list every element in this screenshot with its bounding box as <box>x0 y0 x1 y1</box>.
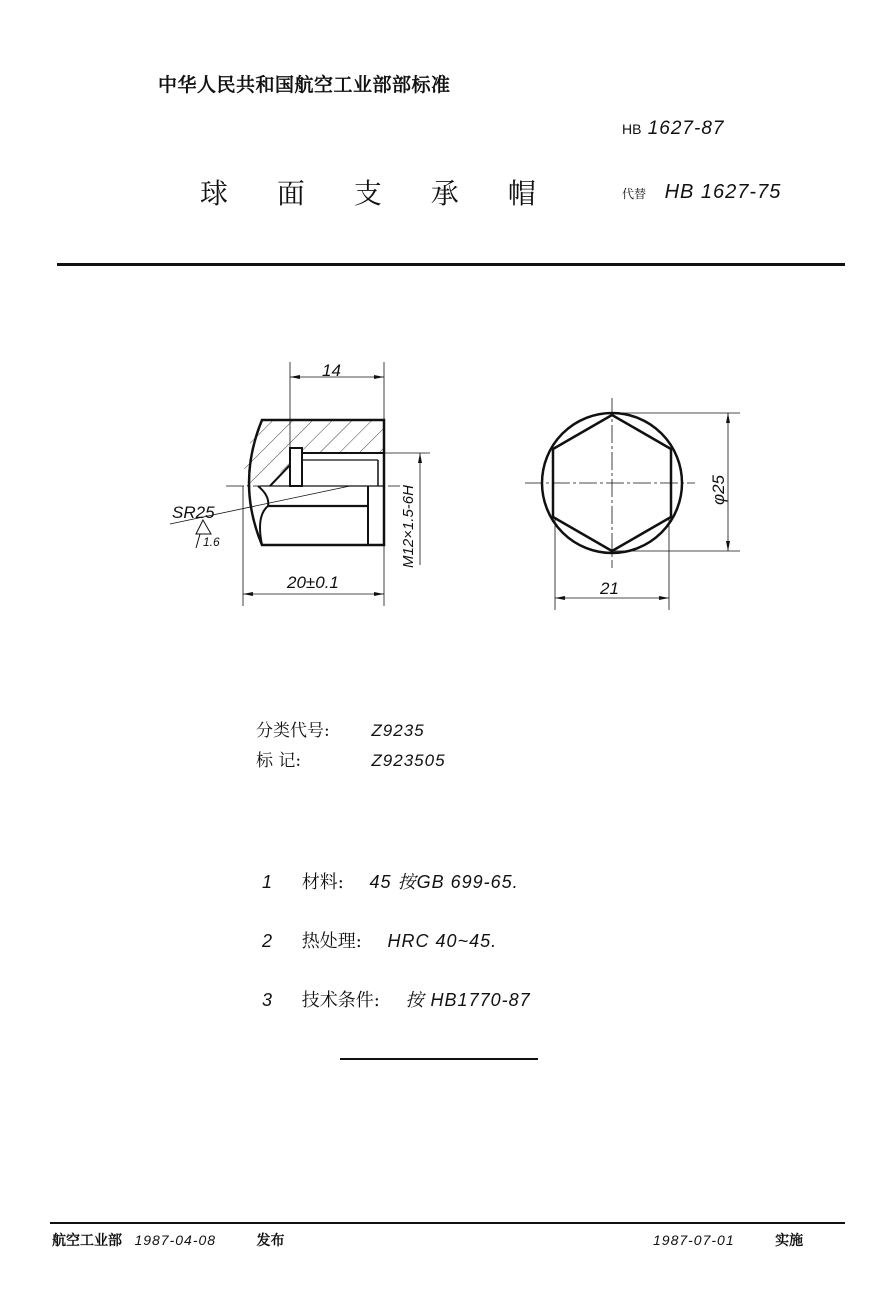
end-of-text-rule <box>340 1058 538 1060</box>
marking-row <box>256 746 446 776</box>
title-char: 支 <box>353 177 382 210</box>
requirement-number: 3 <box>262 990 273 1010</box>
replaces-standard: HB 1627-75 <box>664 181 782 203</box>
requirement-value: 按 HB1770-87 <box>405 990 531 1010</box>
dim-thread: M12×1.5-6H <box>400 485 417 568</box>
classification-block <box>256 716 446 776</box>
marking-label: 标 记: <box>256 751 302 771</box>
replaces-label: 代替 <box>622 187 647 201</box>
title-char: 球 <box>200 177 229 210</box>
footer-divider <box>50 1222 845 1224</box>
issuer-title: 中华人民共和国航空工业部部标准 <box>158 74 451 96</box>
standard-number: 1627-87 <box>647 118 725 139</box>
requirement-label: 材料: <box>301 872 344 893</box>
issue-date: 1987-04-08 <box>134 1232 217 1248</box>
technical-requirements <box>262 853 531 1030</box>
footer-issuer: 航空工业部 <box>52 1233 122 1249</box>
title-char: 帽 <box>507 177 536 210</box>
requirement-number: 2 <box>262 931 273 951</box>
issue-action: 发布 <box>256 1233 285 1249</box>
dim-across-flats: 21 <box>600 579 619 598</box>
surface-roughness-value: 1.6 <box>203 535 220 549</box>
side-view <box>170 362 430 606</box>
requirement-item <box>262 971 531 1030</box>
marking-value: Z923505 <box>371 751 446 770</box>
end-view <box>525 398 740 610</box>
title-char: 面 <box>276 177 305 210</box>
classification-value: Z9235 <box>371 721 425 740</box>
requirement-item <box>262 853 531 912</box>
requirement-value: 45 按GB 699-65. <box>369 872 519 892</box>
requirement-value: HRC 40~45. <box>387 931 498 951</box>
footer-issue <box>52 1230 285 1250</box>
dim-length-20: 20±0.1 <box>287 573 339 592</box>
requirement-number: 1 <box>262 872 273 892</box>
footer-effective <box>653 1230 803 1250</box>
classification-row <box>256 716 446 746</box>
requirement-label: 热处理: <box>301 931 362 952</box>
dim-diameter: φ25 <box>709 475 728 505</box>
requirement-item <box>262 912 531 971</box>
requirement-label: 技术条件: <box>301 990 380 1011</box>
classification-label: 分类代号: <box>256 721 330 741</box>
standard-prefix: HB <box>622 121 642 137</box>
title-char: 承 <box>430 177 459 210</box>
dim-sphere-radius: SR25 <box>172 503 215 522</box>
effective-action: 实施 <box>775 1233 804 1249</box>
dim-length-14: 14 <box>322 361 341 380</box>
effective-date: 1987-07-01 <box>653 1232 735 1248</box>
